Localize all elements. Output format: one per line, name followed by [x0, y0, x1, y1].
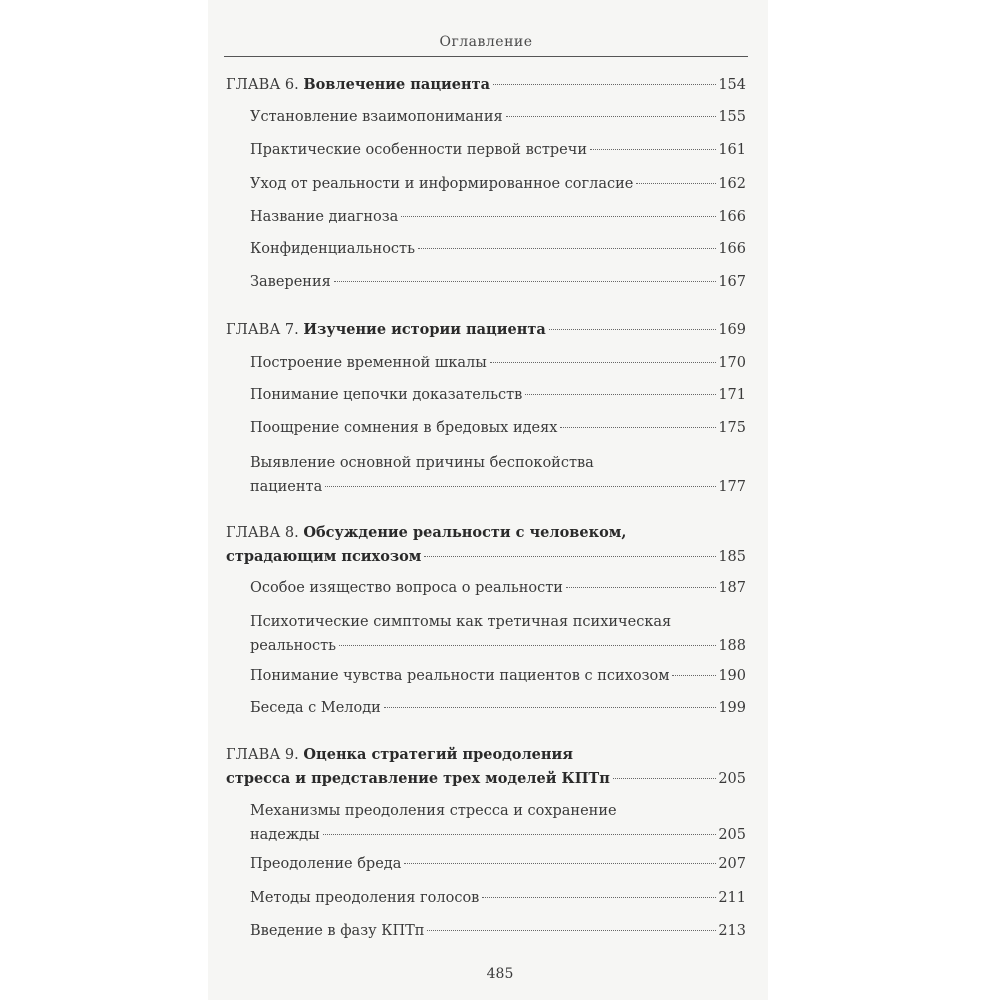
- page-ref: 175: [718, 420, 746, 436]
- toc-item-title: Заверения: [250, 274, 331, 290]
- page-ref: 190: [718, 668, 746, 684]
- toc-item-title: Конфиденциальность: [250, 241, 415, 257]
- page-ref: 213: [718, 923, 746, 939]
- page-ref: 211: [718, 890, 746, 906]
- page-ref: 187: [718, 580, 746, 596]
- toc-item: [250, 852, 746, 876]
- header-rule: [224, 56, 748, 57]
- toc-item-title-line: пациента: [250, 479, 323, 495]
- toc-chapter-7: [226, 318, 746, 342]
- toc-item: [250, 205, 746, 229]
- toc-item: [250, 919, 746, 943]
- toc-item-title: Понимание чувства реальности пациентов с психозом: [250, 668, 670, 684]
- toc-item-title: Преодоление бреда: [250, 856, 402, 872]
- chapter-title: Обсуждение реальности с человеком,: [303, 524, 627, 541]
- page-ref: 162: [718, 176, 746, 192]
- chapter-label: ГЛАВА 9.: [226, 747, 299, 763]
- chapter-title: Вовлечение пациента: [303, 76, 490, 93]
- dot-leader: [384, 707, 717, 708]
- dot-leader: [401, 216, 716, 217]
- toc-item-title-line: Выявление основной причины беспокойства: [250, 455, 594, 471]
- dot-leader: [424, 556, 716, 557]
- toc-item-title-line: Психотические симптомы как третичная психическая: [250, 614, 672, 630]
- page-ref: 185: [718, 549, 746, 565]
- chapter-title: страдающим психозом: [226, 548, 422, 565]
- page-ref: 169: [718, 322, 746, 338]
- page-ref: 161: [718, 142, 746, 158]
- toc-item: [250, 237, 746, 261]
- toc-item: [250, 383, 746, 407]
- toc-item: [250, 610, 746, 658]
- toc-item-title: Особое изящество вопроса о реальности: [250, 580, 563, 596]
- page-ref: 167: [718, 274, 746, 290]
- dot-leader: [339, 645, 716, 646]
- page-ref: 155: [718, 109, 746, 125]
- dot-leader: [323, 834, 717, 835]
- toc-item: [250, 138, 746, 162]
- running-head: Оглавление: [439, 34, 533, 50]
- dot-leader: [613, 778, 716, 779]
- page-ref: 171: [718, 387, 746, 403]
- toc-item-title-line: надежды: [250, 827, 320, 843]
- chapter-title: Оценка стратегий преодоления: [303, 746, 573, 763]
- page-ref: 199: [718, 700, 746, 716]
- dot-leader: [490, 362, 717, 363]
- dot-leader: [404, 863, 716, 864]
- dot-leader: [549, 329, 717, 330]
- toc-item-title: Построение временной шкалы: [250, 355, 487, 371]
- toc-item-title: Поощрение сомнения в бредовых идеях: [250, 420, 558, 436]
- toc-item-title: Введение в фазу КПТп: [250, 923, 425, 939]
- toc-item-title: Уход от реальности и информированное согласие: [250, 176, 634, 192]
- toc-item-title: Практические особенности первой встречи: [250, 142, 588, 158]
- toc-item-title: Беседа с Мелоди: [250, 700, 381, 716]
- dot-leader: [672, 675, 716, 676]
- page-number: 485: [486, 966, 514, 982]
- chapter-title: Изучение истории пациента: [303, 321, 546, 338]
- toc-item: [250, 451, 746, 499]
- toc-item-title-line: реальность: [250, 638, 337, 654]
- toc-item: [250, 576, 746, 600]
- toc-item-title: Название диагноза: [250, 209, 399, 225]
- toc-item: [250, 416, 746, 440]
- toc-item: [250, 696, 746, 720]
- toc-item-title: Установление взаимопонимания: [250, 109, 503, 125]
- toc-item-title: Методы преодоления голосов: [250, 890, 480, 906]
- page-ref: 166: [718, 209, 746, 225]
- dot-leader: [325, 486, 716, 487]
- chapter-title: стресса и представление трех моделей КПТп: [226, 770, 610, 787]
- dot-leader: [525, 394, 716, 395]
- toc-item: [250, 172, 746, 196]
- toc-item-title-line: Механизмы преодоления стресса и сохранение: [250, 803, 617, 819]
- dot-leader: [493, 84, 716, 85]
- page-ref: 188: [718, 638, 746, 654]
- page-ref: 205: [718, 771, 746, 787]
- dot-leader: [566, 587, 716, 588]
- page-ref: 154: [718, 77, 746, 93]
- toc-item: [250, 105, 746, 129]
- toc-chapter-8: [226, 521, 746, 569]
- page-ref: 177: [718, 479, 746, 495]
- dot-leader: [560, 427, 716, 428]
- toc-item: [250, 799, 746, 847]
- page-ref: 166: [718, 241, 746, 257]
- toc-chapter-6: [226, 73, 746, 97]
- dot-leader: [418, 248, 716, 249]
- dot-leader: [427, 930, 716, 931]
- toc-item: [250, 270, 746, 294]
- dot-leader: [506, 116, 717, 117]
- toc-item-title: Понимание цепочки доказательств: [250, 387, 523, 403]
- toc-chapter-9: [226, 743, 746, 791]
- page-ref: 207: [718, 856, 746, 872]
- dot-leader: [590, 149, 716, 150]
- dot-leader: [334, 281, 717, 282]
- page-ref: 205: [718, 827, 746, 843]
- dot-leader: [482, 897, 716, 898]
- chapter-label: ГЛАВА 6.: [226, 77, 299, 93]
- dot-leader: [636, 183, 716, 184]
- page-ref: 170: [718, 355, 746, 371]
- toc-item: [250, 351, 746, 375]
- toc-item: [250, 886, 746, 910]
- toc-item: [250, 664, 746, 688]
- chapter-label: ГЛАВА 7.: [226, 322, 299, 338]
- chapter-label: ГЛАВА 8.: [226, 525, 299, 541]
